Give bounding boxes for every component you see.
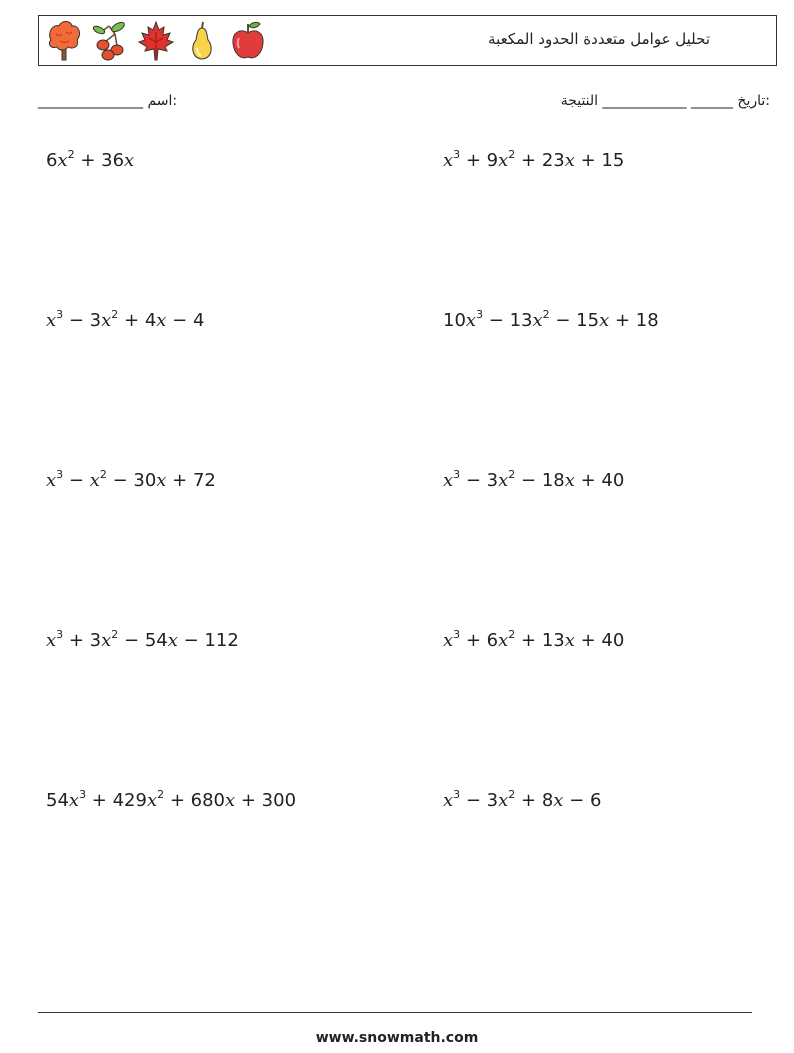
name-field <box>38 93 177 109</box>
problem-6: $x^3 - 3x^2 - 18x + 40$ <box>443 468 625 491</box>
problem-1: $6x^2 + 36x$ <box>46 148 135 171</box>
score-blank: ____________ <box>602 93 687 109</box>
problem-4: $10x^3 - 13x^2 - 15x + 18$ <box>443 308 659 331</box>
tree-icon <box>45 20 83 62</box>
date-blank: ______ <box>690 93 733 109</box>
problem-10: $x^3 - 3x^2 + 8x - 6$ <box>443 788 602 811</box>
maple-leaf-icon <box>137 20 175 62</box>
problem-3: $x^3 - 3x^2 + 4x - 4$ <box>46 308 205 331</box>
problem-8: $x^3 + 6x^2 + 13x + 40$ <box>443 628 625 651</box>
score-label: النتيجة <box>560 93 599 109</box>
apple-icon <box>229 20 267 62</box>
problem-2: $x^3 + 9x^2 + 23x + 15$ <box>443 148 625 171</box>
problem-5: $x^3 - x^2 - 30x + 72$ <box>46 468 216 491</box>
footer-divider <box>38 1012 752 1013</box>
footer-site: www.snowmath.com <box>315 1030 479 1046</box>
problem-9: $54x^3 + 429x^2 + 680x + 300$ <box>46 788 297 811</box>
page-title: تحليل عوامل متعددة الحدود المكعبة <box>488 30 710 48</box>
date-score-field <box>561 93 770 109</box>
berries-icon <box>91 20 129 62</box>
header-icons <box>45 20 267 62</box>
pear-icon <box>183 20 221 62</box>
name-blank: _______________ <box>38 93 143 109</box>
date-label: :تاريخ <box>737 93 770 109</box>
worksheet-header <box>38 15 777 66</box>
name-label: :اسم <box>147 93 178 109</box>
problem-7: $x^3 + 3x^2 - 54x - 112$ <box>46 628 239 651</box>
